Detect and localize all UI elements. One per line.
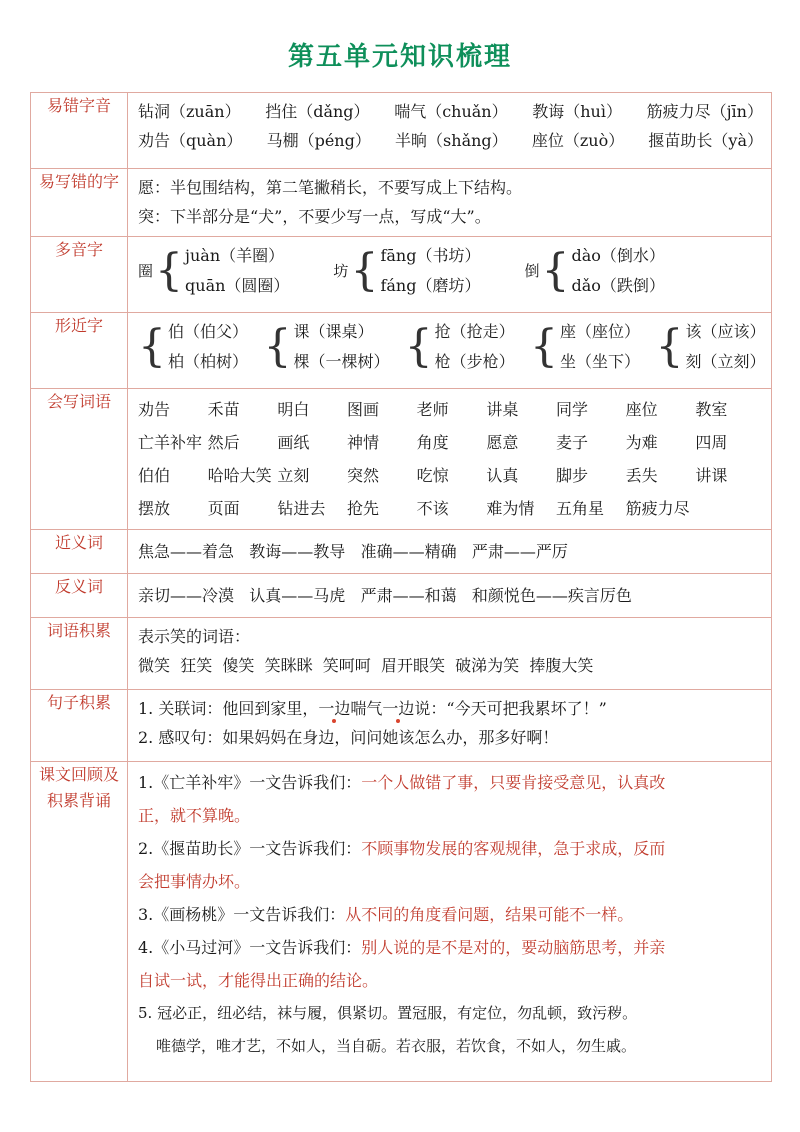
shape-word: 抢（抢走） <box>434 322 515 341</box>
list-item: 破涕为笑 <box>455 656 520 675</box>
pronunciation-line-1 <box>138 97 763 126</box>
list-item: 焦急——着急 <box>138 542 235 561</box>
vocab-word: 页面 <box>207 499 240 518</box>
shape-pair <box>655 317 766 377</box>
page-title: 第五单元知识梳理 <box>287 42 512 72</box>
vocab-word: 画纸 <box>277 433 310 452</box>
list-item: 钻洞（zuān） <box>138 102 241 121</box>
vocab-word: 不该 <box>416 499 449 518</box>
polyphone-reading: fāng（书坊） <box>380 246 481 265</box>
list-item: 揠苗助长（yà） <box>648 131 763 150</box>
row-similar-shapes <box>31 313 772 389</box>
vocab-word: 亡羊补牢 <box>138 433 203 452</box>
review-title: 4.《小马过河》一文告诉我们： <box>138 938 362 957</box>
label-pronunciation: 易错字音 <box>31 93 128 169</box>
vocab-word: 五角星 <box>555 499 604 518</box>
vocab-word: 角度 <box>416 433 449 452</box>
row-pronunciation <box>31 93 772 169</box>
vocab-word: 筋疲力尽 <box>625 499 690 518</box>
vocabulary-content <box>128 389 772 530</box>
list-item: 笑呵呵 <box>322 656 371 675</box>
shape-pair <box>138 317 249 377</box>
review-item-4 <box>138 931 763 964</box>
polyphones-content <box>128 237 772 313</box>
list-item: 喘气（chuǎn） <box>394 102 508 121</box>
label-sentences: 句子积累 <box>31 690 128 762</box>
list-item: 傻笑 <box>222 656 255 675</box>
list-item: 亲切——冷漠 <box>138 586 235 605</box>
polyphone-reading: dào（倒水） <box>571 246 665 265</box>
review-lesson-cont: 正，就不算晚。 <box>138 806 251 825</box>
list-item: 座位（zuò） <box>531 131 625 150</box>
review-lesson-cont: 会把事情办坏。 <box>138 872 251 891</box>
shape-word: 伯（伯父） <box>168 322 249 341</box>
vocab-word: 认真 <box>486 466 519 485</box>
brace-icon: { <box>263 321 292 372</box>
shape-word: 刻（立刻） <box>685 352 766 371</box>
list-item: 微笑 <box>138 656 171 675</box>
shape-word: 棵（一棵树） <box>293 352 390 371</box>
shape-word: 枪（步枪） <box>434 352 515 371</box>
vocab-word: 明白 <box>277 400 310 419</box>
vocab-word: 麦子 <box>555 433 588 452</box>
vocab-word: 同学 <box>555 400 588 419</box>
brace-icon: { <box>350 245 379 296</box>
review-item-1 <box>138 766 763 799</box>
brace-icon: { <box>655 321 684 372</box>
review-item-2 <box>138 832 763 865</box>
vocab-word: 图画 <box>346 400 379 419</box>
row-polyphones <box>31 237 772 313</box>
list-item: 劝告（quàn） <box>138 131 243 150</box>
polyphone-char: 倒 <box>524 261 540 280</box>
list-item: 眉开眼笑 <box>380 656 445 675</box>
vocab-word: 哈哈大笑 <box>207 466 272 485</box>
vocab-word: 难为情 <box>486 499 535 518</box>
list-item: 捧腹大笑 <box>529 656 594 675</box>
list-item: 挡住（dǎng） <box>265 102 370 121</box>
review-lesson: 不顾事物发展的客观规律，急于求成，反而 <box>361 839 666 858</box>
polyphone-reading: fáng（磨坊） <box>380 276 481 295</box>
list-item: 准确——精确 <box>360 542 457 561</box>
review-lesson: 一个人做错了事，只要肯接受意见，认真改 <box>361 773 666 792</box>
shape-word: 该（应该） <box>685 322 766 341</box>
miswritten-content <box>128 169 772 237</box>
vocab-word: 老师 <box>416 400 449 419</box>
vocab-word: 抢先 <box>346 499 379 518</box>
knowledge-table <box>30 92 772 1082</box>
sentences-content <box>128 690 772 762</box>
list-item: 教诲——教导 <box>249 542 346 561</box>
label-miswritten: 易写错的字 <box>31 169 128 237</box>
list-item: 严肃——严厉 <box>471 542 568 561</box>
vocab-word: 吃惊 <box>416 466 449 485</box>
list-item: 笑眯眯 <box>264 656 313 675</box>
vocab-word: 神情 <box>346 433 379 452</box>
shape-word: 柏（柏树） <box>168 352 249 371</box>
review-title: 1.《亡羊补牢》一文告诉我们： <box>138 773 362 792</box>
row-vocabulary <box>31 389 772 530</box>
polyphone-group <box>333 241 480 301</box>
shape-pair <box>404 317 515 377</box>
list-item: 和颜悦色——疾言厉色 <box>471 586 632 605</box>
brace-icon: { <box>541 245 570 296</box>
row-miswritten <box>31 169 772 237</box>
sentence-2: 2. 感叹句：如果妈妈在身边，问问她该怎么办，那多好啊！ <box>138 728 559 747</box>
laugh-words-heading: 表示笑的词语： <box>138 627 251 646</box>
vocab-word: 伯伯 <box>138 466 171 485</box>
polyphone-group <box>524 241 664 301</box>
list-item: 认真——马虎 <box>249 586 346 605</box>
label-text-review: 课文回顾及积累背诵 <box>31 762 128 1082</box>
pronunciation-line-2 <box>138 126 763 155</box>
list-item: 筋疲力尽（jīn） <box>646 102 763 121</box>
brace-icon: { <box>530 321 559 372</box>
review-item-3 <box>138 898 763 931</box>
brace-icon: { <box>404 321 433 372</box>
sentence-text: 喘气 <box>350 699 383 718</box>
shape-pairs <box>138 317 766 377</box>
list-item: 马棚（péng） <box>266 131 371 150</box>
synonyms-content <box>128 530 772 574</box>
vocabulary-grid <box>138 393 763 525</box>
emphasis-word: 一边 <box>382 694 414 723</box>
vocab-word: 为难 <box>625 433 658 452</box>
vocab-word: 钻进去 <box>277 499 326 518</box>
similar-shapes-content <box>128 313 772 389</box>
list-item: 狂笑 <box>180 656 213 675</box>
polyphone-groups <box>138 241 763 301</box>
vocab-word: 突然 <box>346 466 379 485</box>
review-item-5: 5. 冠必正，纽必结，袜与履，俱紧切。置冠服，有定位，勿乱顿，致污秽。 <box>138 1004 638 1022</box>
vocab-word: 禾苗 <box>207 400 240 419</box>
shape-pair <box>530 317 641 377</box>
shape-word: 课（课桌） <box>293 322 374 341</box>
miswritten-line-1: 愿：半包围结构，第二笔撇稍长，不要写成上下结构。 <box>138 178 523 197</box>
vocab-word: 愿意 <box>486 433 519 452</box>
review-title: 3.《画杨桃》一文告诉我们： <box>138 905 346 924</box>
label-polyphones: 多音字 <box>31 237 128 313</box>
list-item: 教诲（huì） <box>532 102 622 121</box>
sentence-text: 1. 关联词：他回到家里， <box>138 699 319 718</box>
list-item: 半晌（shǎng） <box>395 131 508 150</box>
laugh-words-list <box>138 651 763 680</box>
shape-pair <box>263 317 390 377</box>
vocab-word: 座位 <box>625 400 658 419</box>
vocab-word: 丢失 <box>625 466 658 485</box>
shape-word: 座（座位） <box>560 322 641 341</box>
sentence-1 <box>138 694 763 723</box>
row-antonyms <box>31 574 772 618</box>
review-lesson-cont: 自试一试，才能得出正确的结论。 <box>138 971 379 990</box>
polyphone-reading: quān（圆圈） <box>185 276 290 295</box>
vocab-word: 脚步 <box>555 466 588 485</box>
polyphone-reading: juàn（羊圈） <box>185 246 285 265</box>
word-accumulation-content <box>128 618 772 690</box>
pronunciation-content <box>128 93 772 169</box>
vocab-word: 立刻 <box>277 466 310 485</box>
label-similar-shapes: 形近字 <box>31 313 128 389</box>
polyphone-char: 圈 <box>138 261 154 280</box>
vocab-word: 教室 <box>695 400 728 419</box>
polyphone-reading: dǎo（跌倒） <box>571 276 665 295</box>
polyphone-char: 坊 <box>333 261 349 280</box>
row-sentences <box>31 690 772 762</box>
antonym-list <box>138 581 763 610</box>
label-antonyms: 反义词 <box>31 574 128 618</box>
brace-icon: { <box>155 245 184 296</box>
shape-word: 坐（坐下） <box>560 352 641 371</box>
sentence-text: 说：“今天可把我累坏了！” <box>414 699 607 718</box>
row-synonyms <box>31 530 772 574</box>
brace-icon: { <box>138 321 166 372</box>
vocab-word: 讲桌 <box>486 400 519 419</box>
vocab-word: 劝告 <box>138 400 171 419</box>
synonym-list <box>138 537 763 566</box>
label-word-accumulation: 词语积累 <box>31 618 128 690</box>
miswritten-line-2: 突：下半部分是“犬”，不要少写一点，写成“大”。 <box>138 207 491 226</box>
vocab-word: 然后 <box>207 433 240 452</box>
emphasis-word: 一边 <box>318 694 350 723</box>
list-item: 严肃——和蔼 <box>360 586 457 605</box>
review-lesson: 别人说的是不是对的，要动脑筋思考，并亲 <box>361 938 666 957</box>
vocab-word: 四周 <box>695 433 728 452</box>
label-synonyms: 近义词 <box>31 530 128 574</box>
antonyms-content <box>128 574 772 618</box>
polyphone-group <box>138 241 289 301</box>
vocab-word: 摆放 <box>138 499 171 518</box>
text-review-content <box>128 762 772 1082</box>
vocab-word: 讲课 <box>695 466 728 485</box>
label-vocabulary: 会写词语 <box>31 389 128 530</box>
review-lesson: 从不同的角度看问题，结果可能不一样。 <box>345 905 634 924</box>
review-item-5-cont: 唯德学，唯才艺，不如人，当自砺。若衣服，若饮食，不如人，勿生戚。 <box>156 1037 637 1055</box>
row-text-review <box>31 762 772 1082</box>
review-title: 2.《揠苗助长》一文告诉我们： <box>138 839 362 858</box>
row-word-accumulation <box>31 618 772 690</box>
